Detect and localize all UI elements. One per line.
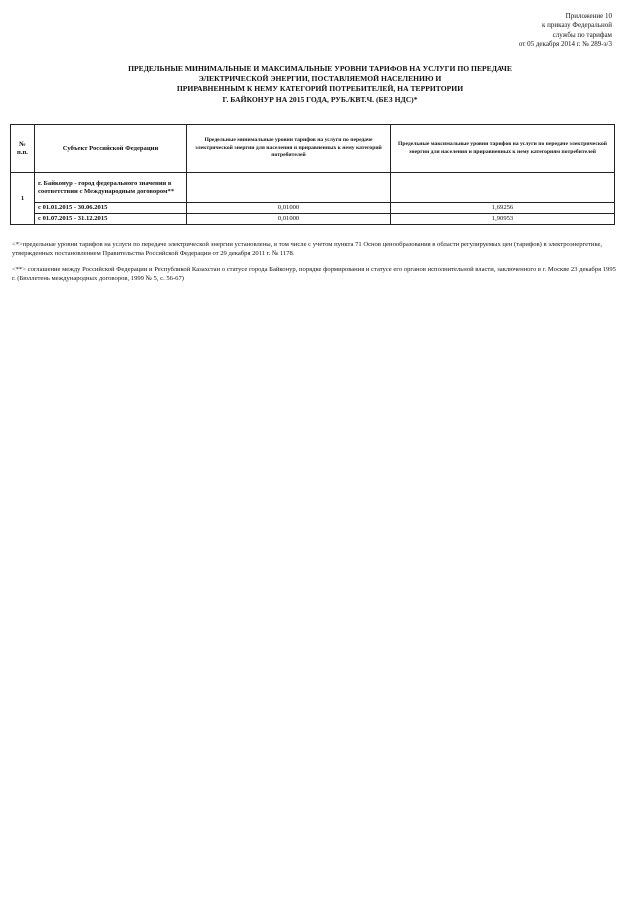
title-line-2: ЭЛЕКТРИЧЕСКОЙ ЭНЕРГИИ, ПОСТАВЛЯЕМОЙ НАСЕЛЕНИЮ И [198, 74, 442, 84]
period-2-min-value: 0,01000 [187, 214, 391, 225]
period-1-label: с 01.01.2015 - 30.06.2015 [35, 203, 187, 214]
title-line-4: Г. БАЙКОНУР НА 2015 ГОДА, РУБ./КВТ.Ч. (БЕЗ НДС)* [222, 94, 418, 104]
header-min-tariff: Предельные минимальные уровни тарифов на услуги по передаче электрической энергии для населения и приравненных к нему категорий потребителей [187, 125, 391, 173]
appendix-line-1: Приложение 10 [565, 12, 612, 20]
header-max-tariff: Предельные максимальные уровни тарифов на услуги по передаче электрической энергии для населения и приравненных к нему категориям потребителей [391, 125, 615, 173]
period-1-max-value: 1,69256 [391, 203, 615, 214]
appendix-line-4: от 05 декабря 2014 г. № 289-э/3 [518, 40, 612, 49]
table-row-period-2 [11, 214, 615, 225]
appendix-reference [452, 12, 612, 50]
footnote-2: <**> соглашение между Российской Федерации и Республикой Казахстан о статусе города Байконур, порядке формирования и статусе его органов исполнительной власти, заключенного в г. Москве 23 декабря 1995 г. (Бюллетень международных договоров, 1999 № 5, с. 56-67) [12, 265, 616, 283]
document-title [60, 64, 580, 105]
table-row-subject [11, 173, 615, 203]
appendix-line-2: к приказу Федеральной [542, 21, 612, 30]
footnotes [12, 240, 618, 290]
row-number: 1 [11, 173, 35, 225]
period-2-max-value: 1,90953 [391, 214, 615, 225]
subject-min-empty [187, 173, 391, 203]
title-line-1: ПРЕДЕЛЬНЫЕ МИНИМАЛЬНЫЕ И МАКСИМАЛЬНЫЕ УРОВНИ ТАРИФОВ НА УСЛУГИ ПО ПЕРЕДАЧЕ [128, 64, 512, 73]
period-1-min-value: 0,01000 [187, 203, 391, 214]
title-line-3: ПРИРАВНЕННЫМ К НЕМУ КАТЕГОРИЙ ПОТРЕБИТЕЛЕЙ, НА ТЕРРИТОРИИ [176, 84, 464, 94]
subject-name: г. Байконур - город федерального значения в соответствии с Международным договором** [35, 173, 187, 203]
footnote-1: <*>предельные уровни тарифов на услуги по передаче электрической энергии установлены, в том числе с учетом пункта 71 Основ ценообразования в области регулируемых цен (тарифов) в электроэнергетике, утвержденных постановлением Правительства Российской Федерации от 29 декабря 2011 г. № 1178. [12, 241, 603, 258]
period-2-label: с 01.07.2015 - 31.12.2015 [35, 214, 187, 225]
appendix-line-3: службы по тарифам [552, 30, 612, 39]
table-row-period-1 [11, 203, 615, 214]
tariff-table [10, 124, 615, 225]
table-header-row [11, 125, 615, 173]
header-subject: Субъект Российской Федерации [35, 125, 187, 173]
subject-max-empty [391, 173, 615, 203]
header-number: № п.п. [11, 125, 35, 173]
